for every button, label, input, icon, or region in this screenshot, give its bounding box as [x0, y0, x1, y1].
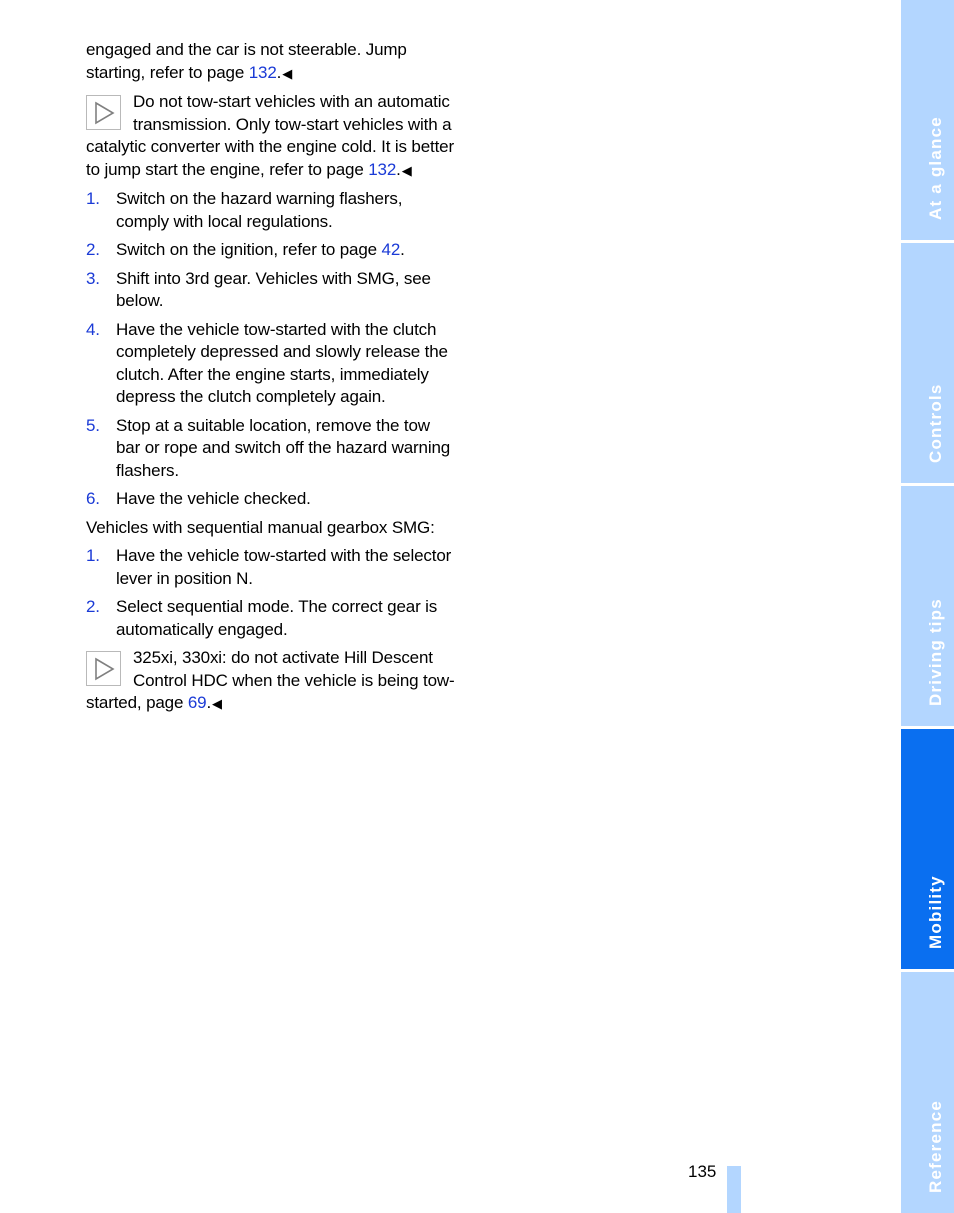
tab-label: Reference: [925, 1099, 945, 1193]
tab-label: At a glance: [925, 116, 945, 220]
page-number-bar: [727, 1166, 741, 1213]
note2-period: .: [206, 693, 212, 712]
step-number: 4.: [86, 319, 100, 339]
tab-label: Mobility: [925, 875, 945, 949]
step-number: 5.: [86, 415, 100, 435]
step-number: 2.: [86, 597, 100, 616]
page-link-132-note[interactable]: 132: [368, 159, 397, 179]
page-link-42[interactable]: 42: [381, 240, 401, 259]
note1-period: .: [396, 159, 401, 179]
note2-text: 325xi, 330xi: do not activate Hill Descent Control HDC when the vehicle is being tow-started, page: [86, 648, 455, 712]
note-triangle-icon: [86, 95, 121, 130]
list-item: [86, 415, 458, 483]
step-number: 1.: [86, 546, 100, 565]
tab-driving-tips[interactable]: [901, 486, 954, 726]
tab-label: Controls: [925, 383, 945, 463]
step-text: Switch on the hazard warning flashers, comply with local regulations.: [116, 189, 403, 231]
step-text: Shift into 3rd gear. Vehicles with SMG, see below.: [116, 268, 431, 310]
end-mark-icon: ◀: [282, 65, 293, 81]
step-text: Switch on the ignition, refer to page: [116, 240, 382, 259]
note1-text: Do not tow-start vehicles with an automatic transmission. Only tow-start vehicles with a catalytic converter with the engine cold. It is better to jump start the engine, refer to page: [86, 92, 454, 179]
note-triangle-icon: [86, 651, 121, 686]
end-mark-icon: ◀: [212, 696, 222, 711]
page-number: 135: [688, 1162, 717, 1181]
tab-at-a-glance[interactable]: [901, 0, 954, 240]
intro-text: engaged and the car is not steerable. Jump starting, refer to page: [86, 40, 407, 82]
end-mark-icon: ◀: [401, 162, 412, 178]
step-number: 2.: [86, 240, 100, 259]
main-content: [86, 39, 458, 722]
list-item: [86, 188, 458, 233]
tab-mobility[interactable]: [901, 729, 954, 969]
note-automatic-transmission: [86, 91, 458, 182]
smg-heading: Vehicles with sequential manual gearbox SMG:: [86, 517, 435, 537]
step-period: .: [400, 240, 405, 259]
chapter-sidebar: [901, 0, 954, 1213]
intro-period: .: [276, 62, 282, 82]
step-number: 3.: [86, 268, 100, 288]
list-item: [86, 239, 458, 262]
step-number: 6.: [86, 489, 100, 508]
step-text: Have the vehicle tow-started with the clutch completely depressed and slowly release the clutch. After the engine starts, immediately depress the clutch completely again.: [116, 319, 448, 406]
intro-paragraph: [86, 39, 458, 85]
page-link-69[interactable]: 69: [187, 693, 207, 712]
note-hdc: [86, 647, 458, 716]
step-text: Have the vehicle tow-started with the selector lever in position N.: [116, 546, 452, 588]
list-item: [86, 268, 458, 313]
step-text: Select sequential mode. The correct gear is automatically engaged.: [116, 597, 438, 639]
step-number: 1.: [86, 189, 100, 208]
list-item: [86, 488, 458, 511]
list-item: [86, 319, 458, 409]
list-item: [86, 545, 458, 590]
tow-start-steps: [86, 188, 458, 511]
page-link-132[interactable]: 132: [248, 62, 277, 82]
list-item: [86, 596, 458, 641]
tab-controls[interactable]: [901, 243, 954, 483]
tab-label: Driving tips: [925, 598, 945, 706]
smg-steps: [86, 545, 458, 641]
step-text: Stop at a suitable location, remove the tow bar or rope and switch off the hazard warning flashers.: [116, 415, 451, 480]
step-text: Have the vehicle checked.: [116, 489, 311, 508]
tab-reference[interactable]: [901, 972, 954, 1213]
